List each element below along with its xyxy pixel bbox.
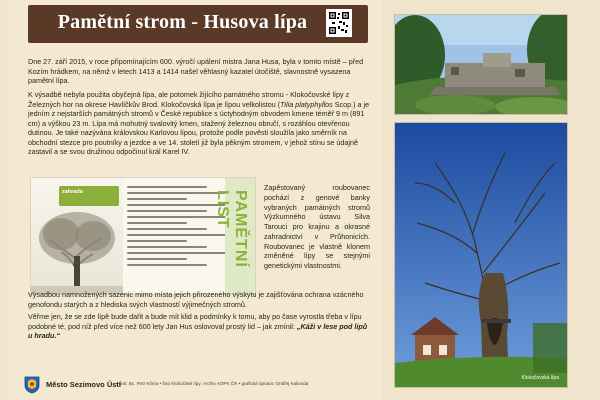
klokocovska-lipa-photo xyxy=(394,122,568,388)
paragraph-closing-text: Věřme jen, že se zde lípě bude dařit a bude mít klid a podmínky k tomu, aby po čase vyrostla třeba v lípu podobné té, pod níž před více než 600 lety Jan Hus oslovoval prostý lid – jak zmínil: xyxy=(28,312,362,331)
paragraph-intro: Dne 27. září 2015, v roce připomínajícím 600. výročí upálení mistra Jana Husa, byla v tomto místě – před Kozím hrádkem, na němž v letech 1413 a 1414 našel věhlasný kazatel útočiště, slavnostně vysazena pamětní lípa. xyxy=(28,57,364,86)
info-panel xyxy=(8,0,382,400)
paragraph-graft: Zapěstovaný roubovanec pochází z genové banky vybraných památných stromů Výzkumného ústavu Silva Tarouci pro krajinu a okrasné zahradnictví v Průhonicích. Roubovanec je vlastně klonem změněné lípy se stejnými genetickými vlastnostmi. xyxy=(264,183,370,271)
hus-quote: „Káži v lese pod lipů u hradu.“ xyxy=(28,321,368,341)
page-title: Pamětní strom - Husova lípa xyxy=(57,11,308,33)
paragraph-conservation: Výsadbou namnožených sazenic mimo místa jejich přirozeného výskytu je zajišťována ochrana vzácného genofondu starých a z hlediska svých vlastností výjimečných stromů. xyxy=(28,290,364,309)
footer-credits: • text: Bc. Petr Klíma • foto Klokočské lípy: Archiv AOPK ČR • grafická úprava: Ondřej Kalivoda xyxy=(116,381,309,386)
footer xyxy=(8,370,382,400)
certificate-side-label: PAMĚTNÍ LIST xyxy=(214,190,249,268)
paragraph-origin-part-a: K výsadbě nebyla použita obyčejná lípa, ale potomek žijícího památného stromu - Klokočovské lípy z Železných hor na okrese Havlíčkův Brod. Klokočovská lípa je lípou velkolistou ( xyxy=(28,90,350,109)
title-bar xyxy=(28,5,368,43)
castle-ruins-photo xyxy=(394,14,568,115)
memorial-certificate-image xyxy=(30,177,256,295)
qr-code-icon[interactable] xyxy=(326,9,352,37)
paragraph-closing xyxy=(28,312,373,341)
paragraph-origin-part-b: Scop.) a je jedním z nejstarších památných stromů v České republice s úctyhodným obvodem kmene téměř 9 m (891 cm) a výškou 23 m. Lípa má mohutný svalovitý kmen, stažený železnou obručí, s rozáhlou otevřenou dutinou. Je také nazývána královskou Karlovou lípou, protože podle pověsti sloužila jako směrník na obchodní stezce pro poutníky a jezdce a ve 14. století již byla pěkným stromem, v jehož stínu se údajně zastavil a se svou družinou odpočinul král Karel IV. xyxy=(28,99,370,157)
paragraph-origin xyxy=(28,90,373,157)
photo-panel xyxy=(384,0,600,400)
photo-caption: Klokočovská lípa xyxy=(521,375,559,381)
latin-name: Tilia platyphyllos xyxy=(280,99,333,109)
footer-town-name: Město Sezimovo Ústí xyxy=(46,380,122,389)
certificate-text-lines xyxy=(127,186,227,291)
certificate-logo-text: zahrada xyxy=(62,189,83,195)
town-crest-icon xyxy=(24,376,40,394)
